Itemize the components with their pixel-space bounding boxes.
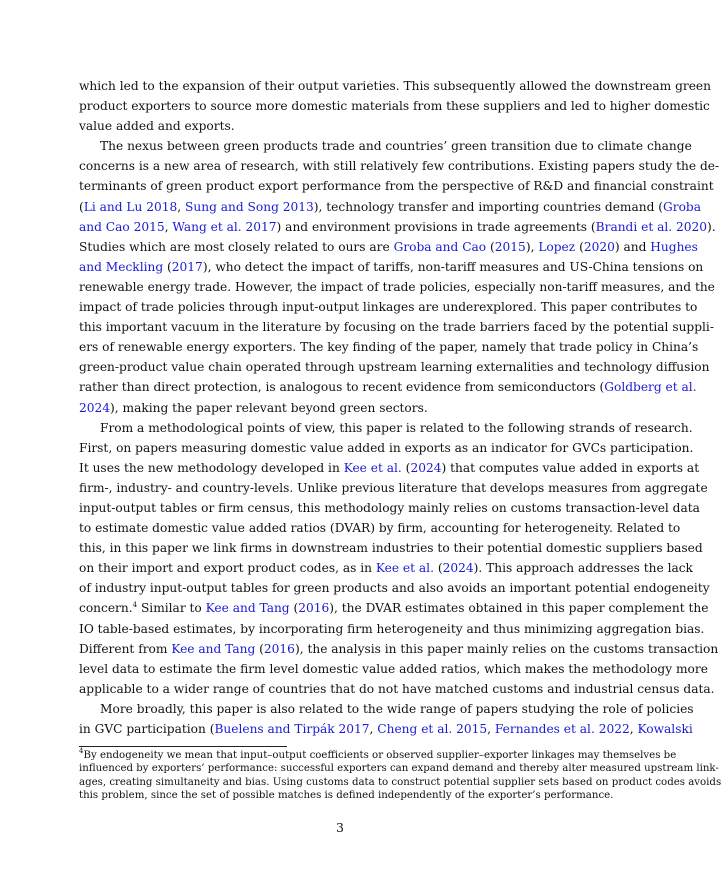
- text-line: The nexus between green products trade and countries’ green transition due to climate change: [100, 139, 692, 154]
- text-line: Studies which are most closely related to ours are Groba and Cao (2015), Lopez (2020) and Hughes: [79, 239, 698, 254]
- page-number: 3: [336, 820, 344, 835]
- text-line: From a methodological points of view, this paper is related to the following strands of research.: [100, 420, 693, 435]
- text-line: product exporters to source more domestic materials from these suppliers and led to higher domestic: [79, 99, 710, 114]
- citation-link[interactable]: Goldberg et al.: [604, 380, 697, 395]
- text-line: this problem, since the set of possible matches is defined independently of the exporter’s performance.: [79, 789, 614, 801]
- citation-link[interactable]: and Cao 2015: [79, 219, 165, 234]
- text-line: terminants of green product export performance from the perspective of R&D and financial constraint: [79, 179, 714, 194]
- body-text: [79, 76, 720, 739]
- citation-link[interactable]: Groba: [663, 199, 701, 214]
- text-line: renewable energy trade. However, the impact of trade policies, especially non-tariff measures, and the: [79, 279, 715, 294]
- text-line: It uses the new methodology developed in Kee et al. (2024) that computes value added in exports at: [79, 460, 700, 475]
- citation-link[interactable]: Kee et al.: [343, 460, 402, 475]
- citation-link[interactable]: 2024: [410, 460, 442, 475]
- citation-link[interactable]: Buelens and Tirpák 2017: [214, 722, 370, 736]
- citation-link[interactable]: 2020: [583, 239, 615, 254]
- citation-link[interactable]: Wang et al. 2017: [172, 219, 277, 234]
- citation-link[interactable]: Li and Lu 2018: [83, 199, 178, 214]
- footnote-4: [79, 747, 721, 802]
- text-line: this important vacuum in the literature by focusing on the trade barriers faced by the potential suppli-: [79, 320, 714, 335]
- citation-link[interactable]: Lopez: [538, 239, 576, 254]
- citation-link[interactable]: 2015: [494, 239, 526, 254]
- text-line: (Li and Lu 2018, Sung and Song 2013), technology transfer and importing countries demand (Groba: [79, 199, 701, 214]
- text-line: influenced by exporters’ performance: successful exporters can expand demand and thereby alter measured upstream link-: [79, 763, 719, 775]
- text-line: to estimate domestic value added ratios (DVAR) by firm, accounting for heterogeneity. Related to: [79, 521, 681, 536]
- text-line: concern.$^4$ Similar to Kee and Tang (2016), the DVAR estimates obtained in this paper complement the: [79, 601, 709, 616]
- text-line: Different from Kee and Tang (2016), the analysis in this paper mainly relies on the customs transaction: [79, 641, 719, 656]
- citation-link[interactable]: Kee et al.: [375, 561, 434, 576]
- text-line: IO table-based estimates, by incorporating firm heterogeneity and thus minimizing aggregation bias.: [79, 621, 705, 636]
- text-line: of industry input-output tables for green products and also avoids an important potential endogeneity: [79, 581, 710, 596]
- text-line: value added and exports.: [79, 119, 235, 134]
- citation-link[interactable]: Sung and Song 2013: [185, 199, 314, 214]
- text-line: More broadly, this paper is also related to the wide range of papers studying the role of policies: [100, 701, 694, 716]
- citation-link[interactable]: and Meckling: [79, 259, 164, 274]
- text-line: in GVC participation (Buelens and Tirpák 2017, Cheng et al. 2015, Fernandes et al. 2022, Kowalski: [79, 722, 693, 736]
- citation-link[interactable]: Kee and Tang: [171, 641, 256, 656]
- text-line: First, on papers measuring domestic value added in exports as an indicator for GVCs participation.: [79, 440, 694, 455]
- text-line: and Meckling (2017), who detect the impact of tariffs, non-tariff measures and US-China tensions on: [79, 259, 704, 274]
- text-line: $^4$By endogeneity we mean that input–output coefficients or observed supplier–exporter linkages may themselves be: [79, 747, 677, 761]
- citation-link[interactable]: 2016: [263, 641, 295, 656]
- text-line: 2024), making the paper relevant beyond green sectors.: [79, 400, 428, 415]
- text-line: ages, creating simultaneity and bias. Using customs data to construct potential supplier sets based on product codes avoids: [79, 776, 721, 788]
- paragraph-1: [79, 76, 711, 136]
- text-line: and Cao 2015, Wang et al. 2017) and environment provisions in trade agreements (Brandi et al. 2020).: [79, 219, 716, 234]
- text-line: concerns is a new area of research, with still relatively few contributions. Existing papers study the de-: [79, 159, 720, 174]
- text-line: on their import and export product codes, as in Kee et al. (2024). This approach addresses the lack: [79, 561, 693, 576]
- citation-link[interactable]: 2016: [298, 601, 330, 616]
- citation-link[interactable]: 2024: [442, 561, 474, 576]
- paragraph-4: [79, 699, 694, 739]
- paragraph-3: [79, 418, 719, 699]
- text-line: firm-, industry- and country-levels. Unlike previous literature that develops measures from aggregate: [79, 480, 708, 495]
- text-line: applicable to a wider range of countries that do not have matched customs and industrial census data.: [79, 681, 715, 696]
- citation-link[interactable]: Fernandes et al. 2022: [494, 722, 630, 736]
- text-line: rather than direct protection, is analogous to recent evidence from semiconductors (Goldberg et al.: [79, 380, 697, 395]
- footnote-rule: [79, 746, 287, 747]
- text-line: level data to estimate the firm level domestic value added ratios, which makes the methodology more: [79, 661, 708, 676]
- text-line: this, in this paper we link firms in downstream industries to their potential domestic suppliers based: [79, 541, 703, 556]
- paragraph-2: [79, 136, 720, 417]
- citation-link[interactable]: Kowalski: [637, 722, 693, 736]
- text-line: green-product value chain operated through upstream learning externalities and technology diffusion: [79, 360, 710, 375]
- citation-link[interactable]: Brandi et al. 2020: [595, 219, 708, 234]
- text-line: input-output tables or firm census, this methodology mainly relies on customs transaction-level data: [79, 500, 700, 515]
- text-line: which led to the expansion of their output varieties. This subsequently allowed the downstream green: [79, 79, 711, 93]
- citation-link[interactable]: Cheng et al. 2015: [377, 722, 488, 736]
- footnote-marker: 4: [79, 747, 84, 755]
- citation-link[interactable]: 2017: [171, 259, 203, 274]
- citation-link[interactable]: 2024: [79, 400, 111, 415]
- footnote-marker: 4: [132, 601, 138, 610]
- citation-link[interactable]: Groba and Cao: [393, 239, 487, 254]
- text-line: ers of renewable energy exporters. The key finding of the paper, namely that trade policy in China’s: [79, 340, 699, 355]
- text-line: impact of trade policies through input-output linkages are underexplored. This paper contributes to: [79, 300, 698, 315]
- citation-link[interactable]: Kee and Tang: [205, 601, 290, 616]
- citation-link[interactable]: Hughes: [650, 239, 698, 254]
